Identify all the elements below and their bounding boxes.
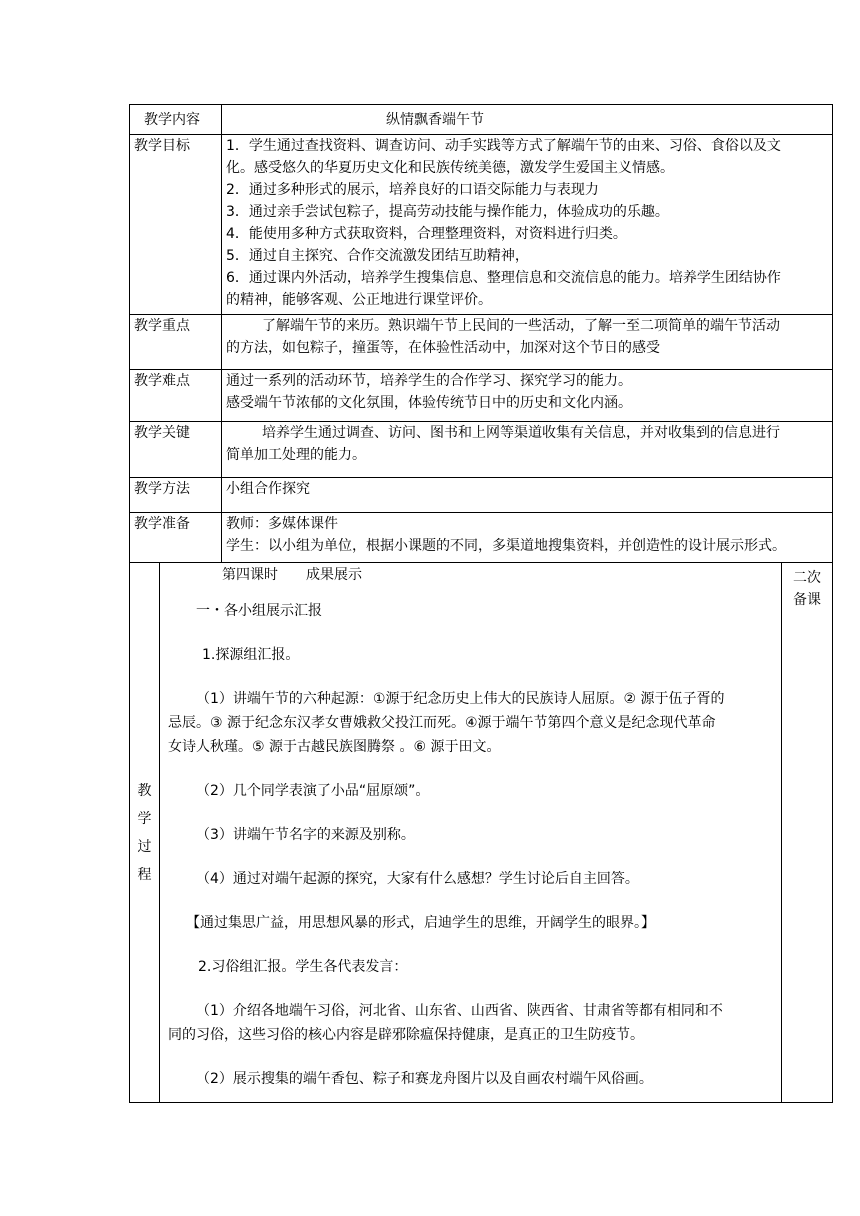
label-difficulty: 教学难点 xyxy=(130,370,222,422)
note-paragraph: 【通过集思广益，用思想风暴的形式，启迪学生的思维，开阔学生的眼界。】 xyxy=(186,915,655,931)
process-content xyxy=(160,563,782,1103)
process-label-char: 过 xyxy=(137,838,152,855)
paragraph-line: 忌辰。③ 源于纪念东汉孝女曹娥救父投江而死。④源于端午节第四个意义是纪念现代革命 xyxy=(168,715,716,731)
paragraph-line: （1）介绍各地端午习俗，河北省、山东省、山西省、陕西省、甘肃省等都有相同和不 xyxy=(196,1003,723,1019)
paragraph: （3）讲端午节名字的来源及别称。 xyxy=(196,827,415,843)
paragraph: （2）展示搜集的端午香包、粽子和赛龙舟图片以及自画农村端午风俗画。 xyxy=(196,1071,653,1087)
group-heading: 1.探源组汇报。 xyxy=(202,647,300,663)
label-process xyxy=(130,563,160,1103)
revision-label: 备课 xyxy=(793,592,821,608)
process-label-char: 教 xyxy=(137,782,152,799)
process-label-char: 程 xyxy=(137,866,152,883)
value-key xyxy=(222,422,833,478)
paragraph: （4）通过对端午起源的探究，大家有什么感想？学生讨论后自主回答。 xyxy=(196,871,639,887)
paragraph-line: 女诗人秋瑾。⑤ 源于古越民族图腾祭 。⑥ 源于田文。 xyxy=(168,739,501,755)
goal-line: 的精神，能够客观、公正地进行课堂评价。 xyxy=(226,292,492,308)
label-goals: 教学目标 xyxy=(130,135,222,315)
goal-line: 2．通过多种形式的展示，培养良好的口语交际能力与表现力 xyxy=(226,182,599,198)
lesson-period-title: 第四课时 成果展示 xyxy=(222,567,362,583)
row-process xyxy=(130,563,833,1103)
goal-line: 化。感受悠久的华夏历史文化和民族传统美德，激发学生爱国主义情感。 xyxy=(226,160,674,176)
value-focus xyxy=(222,315,833,370)
prep-line: 学生：以小组为单位，根据小课题的不同，多渠道地搜集资料，并创造性的设计展示形式。 xyxy=(226,538,786,554)
value-difficulty xyxy=(222,370,833,422)
group-heading: 2.习俗组汇报。学生各代表发言： xyxy=(198,959,408,975)
paragraph: （2）几个同学表演了小品“屈原颂”。 xyxy=(196,783,430,799)
goal-line: 3．通过亲手尝试包粽子，提高劳动技能与操作能力，体验成功的乐趣。 xyxy=(226,204,669,220)
goal-line: 4．能使用多种方式获取资料，合理整理资料，对资料进行归类。 xyxy=(226,226,627,242)
value-method: 小组合作探究 xyxy=(222,478,833,513)
label-key: 教学关键 xyxy=(130,422,222,478)
row-focus xyxy=(130,315,833,370)
prep-line: 教师：多媒体课件 xyxy=(226,516,338,532)
row-goals xyxy=(130,135,833,315)
label-method: 教学方法 xyxy=(130,478,222,513)
focus-line: 了解端午节的来历。熟识端午节上民间的一些活动，了解一至二项简单的端午节活动 xyxy=(262,318,780,334)
goal-line: 6．通过课内外活动，培养学生搜集信息、整理信息和交流信息的能力。培养学生团结协作 xyxy=(226,270,781,286)
focus-line: 的方法，如包粽子，撞蛋等，在体验性活动中，加深对这个节日的感受 xyxy=(226,340,660,356)
lesson-plan-table xyxy=(129,104,833,1103)
paragraph-line: （1）讲端午节的六种起源：①源于纪念历史上伟大的民族诗人屈原。② 源于伍子胥的 xyxy=(196,691,725,707)
row-prep xyxy=(130,513,833,563)
value-goals xyxy=(222,135,833,315)
label-prep: 教学准备 xyxy=(130,513,222,563)
process-label-char: 学 xyxy=(137,810,152,827)
paragraph-line: 同的习俗，这些习俗的核心内容是辟邪除瘟保持健康，是真正的卫生防疫节。 xyxy=(168,1027,644,1043)
key-line: 简单加工处理的能力。 xyxy=(226,447,366,463)
goal-line: 1．学生通过查找资料、调查访问、动手实践等方式了解端午节的由来、习俗、食俗以及文 xyxy=(226,138,781,154)
revision-label: 二次 xyxy=(793,570,821,586)
row-key xyxy=(130,422,833,478)
label-content: 教学内容 xyxy=(130,105,222,135)
row-content xyxy=(130,105,833,135)
value-content xyxy=(222,105,833,135)
key-line: 培养学生通过调查、访问、图书和上网等渠道收集有关信息，并对收集到的信息进行 xyxy=(262,425,780,441)
revision-column xyxy=(782,563,833,1103)
difficulty-line: 通过一系列的活动环节，培养学生的合作学习、探究学习的能力。 xyxy=(226,373,632,389)
difficulty-line: 感受端午节浓郁的文化氛围，体验传统节日中的历史和文化内涵。 xyxy=(226,395,632,411)
row-method xyxy=(130,478,833,513)
section-heading: 一・各小组展示汇报 xyxy=(196,603,322,619)
lesson-title: 纵情飘香端午节 xyxy=(386,112,484,128)
value-prep xyxy=(222,513,833,563)
label-focus: 教学重点 xyxy=(130,315,222,370)
row-difficulty xyxy=(130,370,833,422)
goal-line: 5．通过自主探究、合作交流激发团结互助精神， xyxy=(226,248,529,264)
